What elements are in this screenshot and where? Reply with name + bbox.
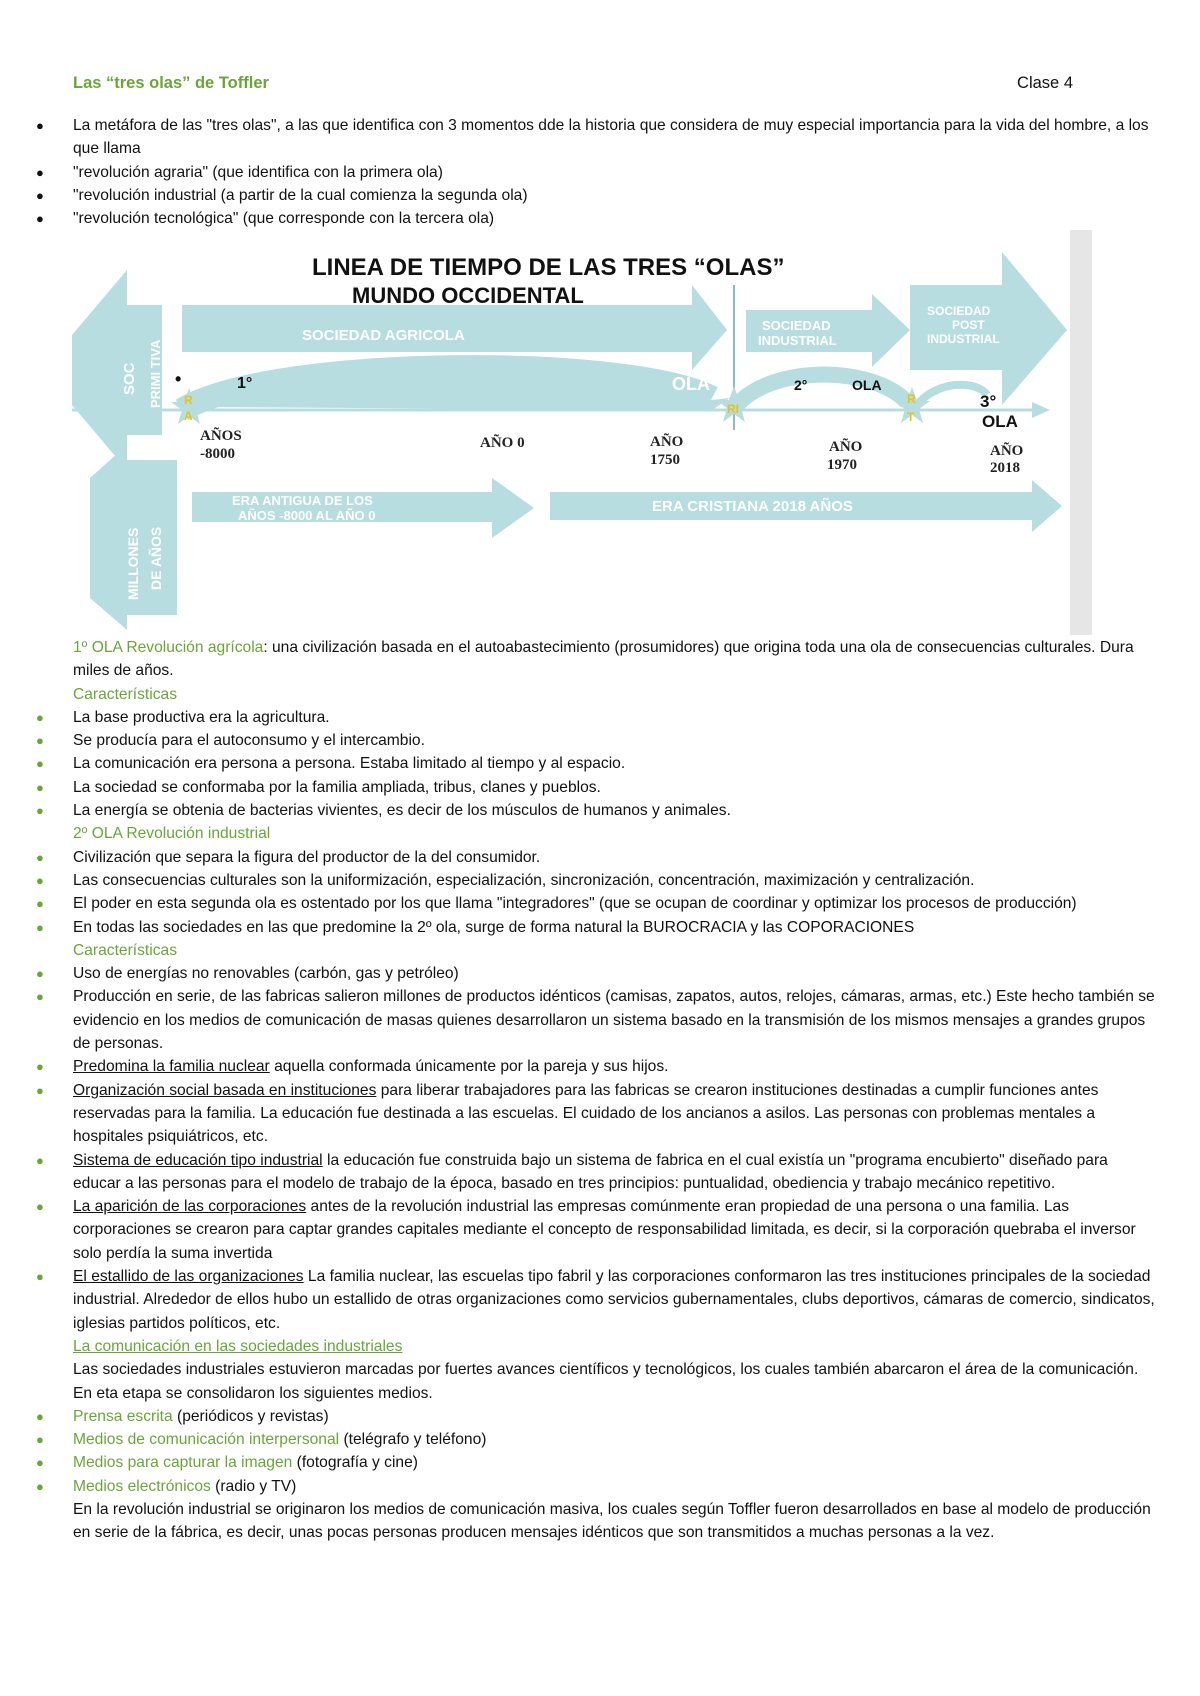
era-cristiana-label: ERA CRISTIANA 2018 AÑOS	[652, 498, 853, 515]
list-item-text: La energía se obtenia de bacterias vivientes, es decir de los músculos de humanos y animales.	[73, 802, 731, 820]
characteristics-label: Características	[73, 685, 177, 703]
rt-r: R	[907, 392, 916, 406]
closing-paragraph	[36, 1498, 1156, 1545]
timeline-title-1: LINEA DE TIEMPO DE LAS TRES “OLAS”	[312, 254, 785, 281]
list-item-text: la educación fue construida bajo un sistema de fabrica en el cual existía un "programa encubierto" diseñado para educar a las personas para el modelo de trabajo de la época, basado en tres principios: puntualidad, obediencia y trabajo mecánico repetitivo.	[73, 1151, 1108, 1192]
bullet-icon: ●	[36, 1082, 44, 1098]
bullet-icon: ●	[36, 709, 44, 725]
wave-1-dot: •	[175, 369, 182, 389]
bullet-icon: ●	[36, 1455, 44, 1471]
list-item-underlined: Predomina la familia nuclear	[73, 1058, 270, 1076]
list-item	[36, 985, 1156, 1055]
ano2018-1: AÑO	[990, 443, 1024, 459]
wave1-characteristics-label	[36, 683, 1156, 706]
sociedad-post-line1: SOCIEDAD	[927, 304, 991, 318]
communication-heading-row	[36, 1335, 1156, 1358]
ano0-label: AÑO 0	[480, 435, 525, 451]
list-item-text: La metáfora de las "tres olas", a las que identifica con 3 momentos dde la historia que considera de muy especial importancia para la vida del hombre, a los que llama	[73, 117, 1149, 158]
media-rest: (radio y TV)	[210, 1477, 297, 1495]
media-rest: (telégrafo y teléfono)	[339, 1431, 487, 1449]
list-item	[36, 776, 1156, 799]
list-item	[36, 184, 1156, 207]
bullet-icon: ●	[36, 756, 44, 772]
bullet-icon: ●	[36, 1199, 44, 1215]
sociedad-post-line3: INDUSTRIAL	[927, 332, 1000, 346]
list-item-text: Uso de energías no renovables (carbón, gas y petróleo)	[73, 965, 459, 983]
millones-line1: MILLONES	[125, 527, 141, 600]
list-item	[36, 1428, 1156, 1451]
anos-label-2: -8000	[200, 446, 235, 462]
list-item-text: "revolución agraria" (que identifica con la primera ola)	[73, 163, 443, 181]
bullet-icon: ●	[36, 1152, 44, 1168]
list-item	[36, 752, 1156, 775]
sociedad-agricola-label: SOCIEDAD AGRICOLA	[302, 327, 465, 344]
bullet-icon: ●	[36, 118, 44, 133]
bullet-icon: ●	[36, 1269, 44, 1285]
list-item-text: Las consecuencias culturales son la uniformización, especialización, sincronización, concentración, maximización y centralización.	[73, 871, 975, 889]
list-item-text: La sociedad se conformaba por la familia ampliada, tribus, clanes y pueblos.	[73, 778, 601, 796]
list-item	[36, 1265, 1156, 1335]
characteristics-label: Características	[73, 941, 177, 959]
ano2018-2: 2018	[990, 460, 1020, 476]
list-item-text: Se producía para el autoconsumo y el intercambio.	[73, 732, 425, 750]
list-item	[36, 706, 1156, 729]
list-item-text: Producción en serie, de las fabricas salieron millones de productos idénticos (camisas, zapatos, autos, relojes, cámaras, armas, etc.) Este hecho también se evidencio en los medios de comunicación de masas quienes desarrollaron un sistema basado en la transmisión de los mismos mensajes a grandes grupos de personas.	[73, 988, 1155, 1053]
wave-1-number: 1°	[237, 375, 253, 392]
list-item	[36, 892, 1156, 915]
bullet-icon: ●	[36, 966, 44, 982]
sociedad-industrial-line1: SOCIEDAD	[762, 318, 831, 333]
ano1750-1: AÑO	[650, 434, 684, 450]
bullet-icon: ●	[36, 1408, 44, 1424]
bullet-icon: ●	[36, 164, 44, 180]
bullet-icon: ●	[36, 803, 44, 819]
page-header	[73, 74, 1073, 98]
list-item-text: aquella conformada únicamente por la pareja y sus hijos.	[269, 1058, 669, 1076]
bullet-icon: ●	[36, 896, 44, 912]
timeline-diagram	[72, 230, 1092, 635]
wave-1-label: OLA	[672, 374, 710, 394]
media-rest: (fotografía y cine)	[292, 1454, 418, 1472]
list-item	[36, 1451, 1156, 1474]
list-item	[36, 729, 1156, 752]
bullet-icon: ●	[36, 779, 44, 795]
list-item	[36, 1055, 1156, 1078]
wave1-heading: 1º OLA Revolución agrícola	[73, 639, 264, 656]
communication-text: Las sociedades industriales estuvieron marcadas por fuertes avances científicos y tecnológicos, los cuales también abarcaron el área de la comunicación. En eta etapa se consolidaron los siguientes medios.	[73, 1361, 1139, 1402]
ano1970-2: 1970	[827, 457, 857, 473]
list-item-text: antes de la revolución industrial las empresas comúnmente eran propiedad de una persona o una familia. Las corporaciones se crearon para captar grandes capitales mediante el concepto de responsabilidad limitada, es decir, si la corporación quebraba el inversor solo perdía la suma invertida	[73, 1198, 1136, 1262]
list-item-text: La familia nuclear, las escuelas tipo fabril y las corporaciones conformaron las tres instituciones principales de la sociedad industrial. Alrededor de ellos hubo un estallido de otras organizaciones como servicios gubernamentales, clubs deportivos, cámaras de comercio, sindicatos, iglesias partidos políticos, etc.	[73, 1268, 1155, 1332]
bullet-icon: ●	[36, 1432, 44, 1448]
wave1-heading-rest: : una civilización basada en el autoabastecimiento (prosumidores) que origina toda una ola de consecuencias culturales. Dura miles de años.	[73, 639, 1134, 680]
bullet-icon: ●	[36, 919, 44, 935]
timeline-title-2: MUNDO OCCIDENTAL	[352, 283, 584, 308]
list-item-text: En todas las sociedades en las que predomine la 2º ola, surge de forma natural la BUROCRACIA y las COPORACIONES	[73, 918, 915, 936]
list-item	[36, 962, 1156, 985]
media-rest: (periódicos y revistas)	[172, 1407, 329, 1425]
anos-label-1: AÑOS	[200, 428, 242, 444]
list-item-underlined: El estallido de las organizaciones	[73, 1268, 304, 1286]
closing-text: En la revolución industrial se originaron los medios de comunicación masiva, los cuales según Toffler fueron desarrollados en base al modelo de producción en serie de la fábrica, es decir, unas pocas personas producen mensajes idénticos que son transmitidos a muchas personas a la vez.	[73, 1500, 1151, 1542]
class-label: Clase 4	[1017, 74, 1073, 92]
communication-paragraph	[36, 1358, 1156, 1405]
list-item-text: Civilización que separa la figura del productor de la del consumidor.	[73, 848, 541, 866]
list-item-text: La base productiva era la agricultura.	[73, 708, 330, 726]
wave-3-number: 3°	[980, 392, 997, 411]
media-name: Prensa escrita	[73, 1407, 173, 1425]
list-item	[36, 161, 1156, 184]
list-item-text: para liberar trabajadores para las fabricas se crearon instituciones destinadas a cumplir funciones antes reservadas para la familia. La educación fue destinada a las escuelas. El cuidado de los ancianos a asilos. Las personas con problemas mentales a hospitales psiquiátricos, etc.	[73, 1081, 1099, 1146]
right-bar	[1070, 230, 1092, 635]
sociedad-industrial-line2: INDUSTRIAL	[758, 333, 837, 348]
rt-t: T	[907, 410, 915, 424]
bullet-icon: ●	[36, 211, 44, 227]
bullet-icon: ●	[36, 1478, 44, 1494]
list-item-underlined: Organización social basada en instituciones	[73, 1081, 377, 1099]
list-item	[36, 207, 1156, 230]
list-item-text: "revolución tecnológica" (que corresponde con la tercera ola)	[73, 210, 495, 228]
list-item	[36, 1475, 1156, 1498]
wave-2-number: 2°	[794, 377, 808, 393]
list-item	[36, 846, 1156, 869]
ano1750-2: 1750	[650, 452, 680, 468]
list-item	[36, 1079, 1156, 1149]
media-name: Medios electrónicos	[73, 1477, 211, 1495]
list-item-underlined: La aparición de las corporaciones	[73, 1198, 307, 1216]
ra-r: R	[184, 393, 193, 407]
list-item	[36, 1405, 1156, 1428]
list-item	[36, 916, 1156, 939]
list-item	[36, 799, 1156, 822]
waves-content	[36, 636, 1156, 1545]
bullet-icon: ●	[36, 733, 44, 749]
bullet-icon: ●	[36, 989, 44, 1005]
wave1-intro	[36, 636, 1156, 683]
wave2-heading-row	[36, 822, 1156, 845]
media-name: Medios de comunicación interpersonal	[73, 1431, 340, 1449]
era-antigua-line2: AÑOS -8000 AL AÑO 0	[238, 508, 376, 523]
ra-a: A	[184, 409, 193, 423]
soc-primitiva-line2: PRIMI TIVA	[148, 339, 163, 408]
wave-2-label: OLA	[852, 377, 882, 393]
bullet-icon: ●	[36, 872, 44, 888]
millones-line2: DE AÑOS	[148, 526, 164, 590]
list-item	[36, 869, 1156, 892]
sociedad-post-line2: POST	[952, 318, 985, 332]
wave2-heading: 2º OLA Revolución industrial	[73, 825, 271, 843]
bullet-icon: ●	[36, 849, 44, 865]
wave2-characteristics-label	[36, 939, 1156, 962]
list-item-text: "revolución industrial (a partir de la cual comienza la segunda ola)	[73, 186, 528, 204]
timeline-figure	[72, 230, 1092, 635]
communication-heading: La comunicación en las sociedades industriales	[73, 1337, 403, 1355]
era-antigua-line1: ERA ANTIGUA DE LOS	[232, 493, 373, 508]
ri-label: RI	[727, 402, 739, 416]
document-title: Las “tres olas” de Toffler	[73, 74, 269, 92]
list-item	[36, 1149, 1156, 1196]
ano1970-1: AÑO	[829, 439, 863, 455]
list-item-text: El poder en esta segunda ola es ostentado por los que llama "integradores" (que se ocupan de coordinar y optimizar los procesos de producción)	[73, 895, 1077, 913]
list-item-text: La comunicación era persona a persona. Estaba limitado al tiempo y al espacio.	[73, 755, 626, 773]
media-name: Medios para capturar la imagen	[73, 1454, 293, 1472]
intro-list	[36, 114, 1156, 230]
bullet-icon: ●	[36, 187, 44, 203]
list-item	[36, 1195, 1156, 1265]
soc-primitiva-line1: SOC	[121, 362, 138, 395]
bullet-icon: ●	[36, 1059, 44, 1075]
wave-3-label: OLA	[982, 412, 1018, 431]
list-item	[36, 114, 1156, 161]
list-item-underlined: Sistema de educación tipo industrial	[73, 1151, 323, 1169]
